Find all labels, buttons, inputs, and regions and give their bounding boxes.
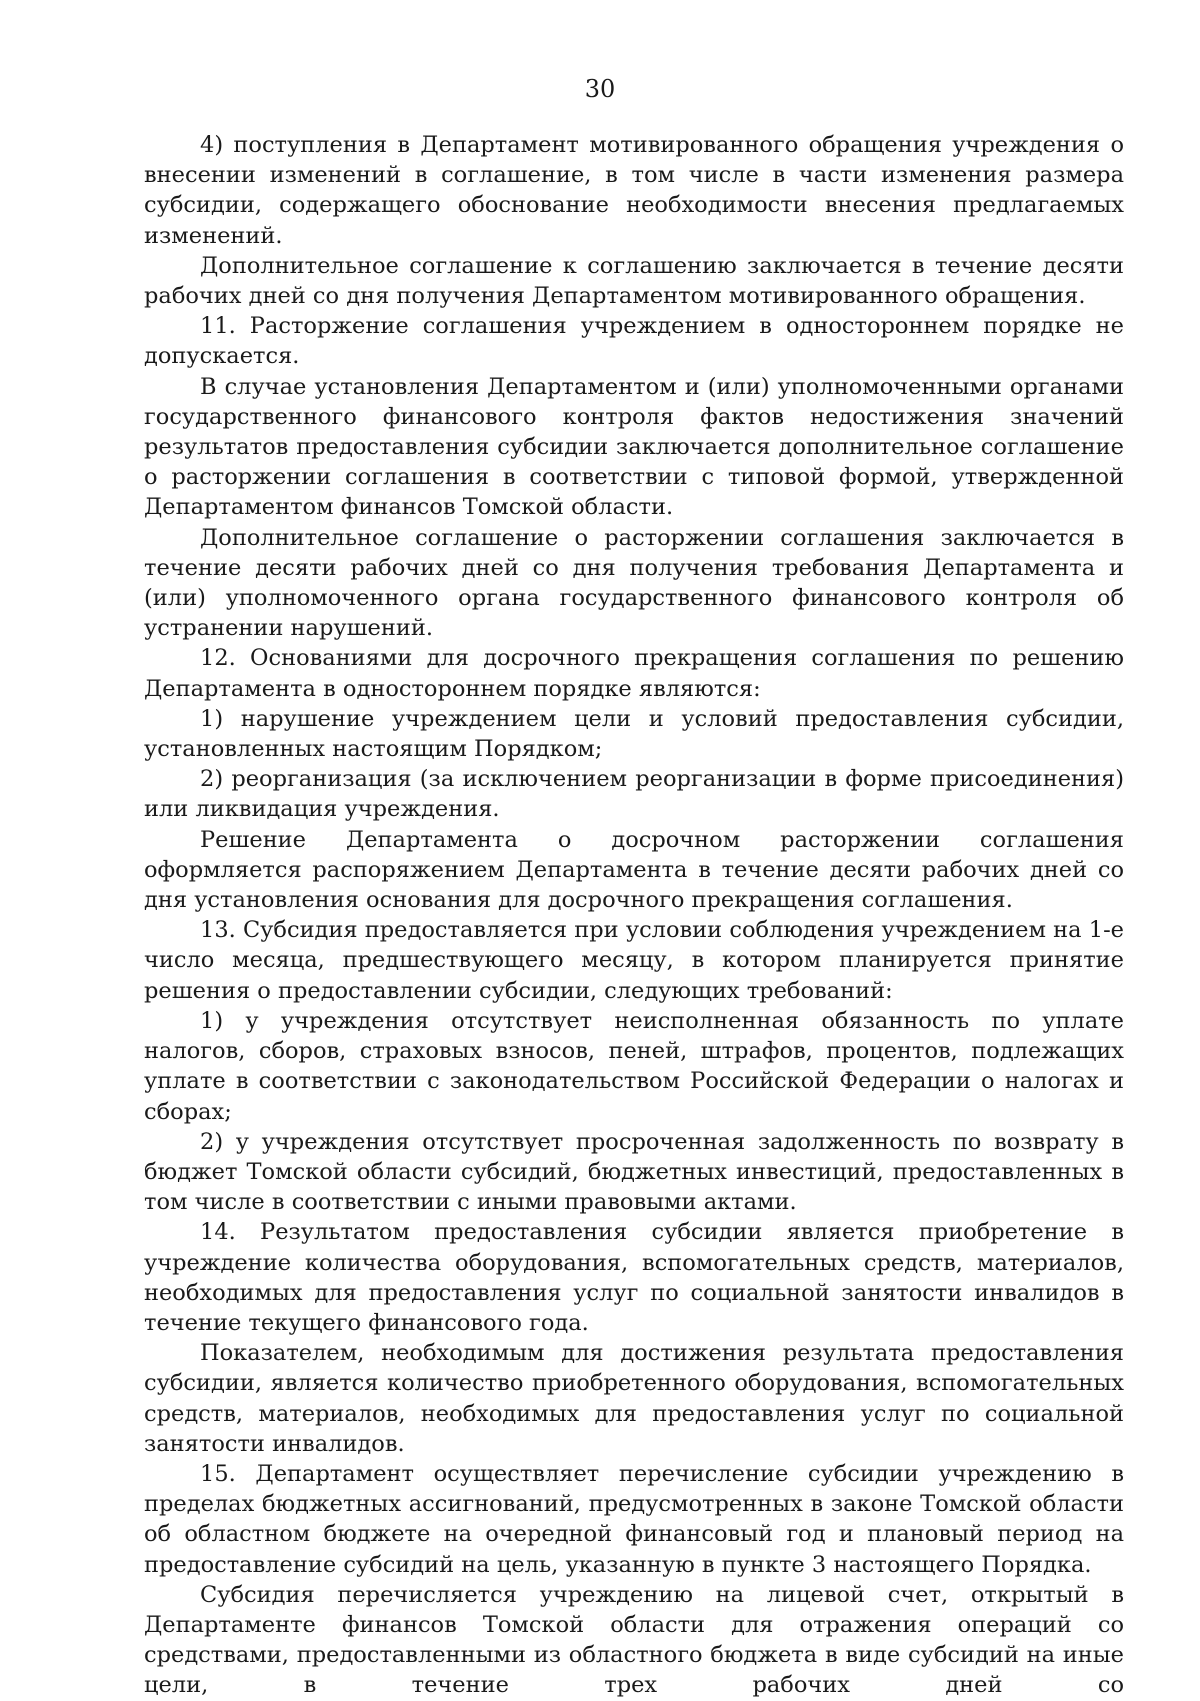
paragraph: Решение Департамента о досрочном расторжении соглашения оформляется распоряжением Департамента в течение десяти рабочих дней со дня установления основания для досрочного прекращения соглашения. (144, 826, 1124, 914)
paragraph: 13. Субсидия предоставляется при условии соблюдения учреждением на 1-е число месяца, предшествующего месяцу, в котором планируется принятие решения о предоставлении субсидии, следующих требований: (144, 917, 1124, 1004)
paragraph: 1) нарушение учреждением цели и условий предоставления субсидии, установленных настоящим Порядком; (144, 705, 1124, 763)
paragraph: 15. Департамент осуществляет перечисление субсидии учреждению в пределах бюджетных ассигнований, предусмотренных в законе Томской области об областном бюджете на очередной финансовый год и плановый период на предоставление субсидий на цель, указанную в пункте 3 настоящего Порядка. (144, 1460, 1124, 1578)
document-body (144, 130, 1124, 1701)
paragraph: В случае установления Департаментом и (или) уполномоченными органами государственного финансового контроля фактов недостижения значений результатов предоставления субсидии заключается дополнительное соглашение о расторжении соглашения в соответствии с типовой формой, утвержденной Департаментом финансов Томской области. (144, 373, 1124, 521)
paragraph: Показателем, необходимым для достижения результата предоставления субсидии, является количество приобретенного оборудования, вспомогательных средств, материалов, необходимых для предоставления услуг по социальной занятости инвалидов. (144, 1340, 1124, 1457)
paragraph: 12. Основаниями для досрочного прекращения соглашения по решению Департамента в одностороннем порядке являются: (144, 645, 1124, 702)
paragraph: 4) поступления в Департамент мотивированного обращения учреждения о внесении изменений в соглашение, в том числе в части изменения размера субсидии, содержащего обоснование необходимости внесения предлагаемых изменений. (144, 132, 1124, 249)
paragraph: 11. Расторжение соглашения учреждением в одностороннем порядке не допускается. (144, 313, 1124, 370)
paragraph: 14. Результатом предоставления субсидии является приобретение в учреждение количества оборудования, вспомогательных средств, материалов, необходимых для предоставления услуг по социальной занятости инвалидов в течение текущего финансового года. (144, 1219, 1124, 1336)
paragraph: Субсидия перечисляется учреждению на лицевой счет, открытый в Департаменте финансов Томской области для отражения операций со средствами, предоставленными из областного бюджета в виде субсидий на иные цели, в течение трех рабочих дней со (144, 1581, 1124, 1699)
page-number: 30 (584, 75, 616, 103)
paragraph: 2) у учреждения отсутствует просроченная задолженность по возврату в бюджет Томской области субсидий, бюджетных инвестиций, предоставленных в том числе в соответствии с иными правовыми актами. (144, 1128, 1124, 1216)
paragraph: Дополнительное соглашение о расторжении соглашения заключается в течение десяти рабочих дней со дня получения требования Департамента и (или) уполномоченного органа государственного финансового контроля об устранении нарушений. (144, 524, 1124, 642)
paragraph: 1) у учреждения отсутствует неисполненная обязанность по уплате налогов, сборов, страховых взносов, пеней, штрафов, процентов, подлежащих уплате в соответствии с законодательством Российской Федерации о налогах и сборах; (144, 1007, 1124, 1125)
paragraph: Дополнительное соглашение к соглашению заключается в течение десяти рабочих дней со дня получения Департаментом мотивированного обращения. (144, 252, 1124, 310)
paragraph: 2) реорганизация (за исключением реорганизации в форме присоединения) или ликвидация учреждения. (144, 766, 1124, 823)
